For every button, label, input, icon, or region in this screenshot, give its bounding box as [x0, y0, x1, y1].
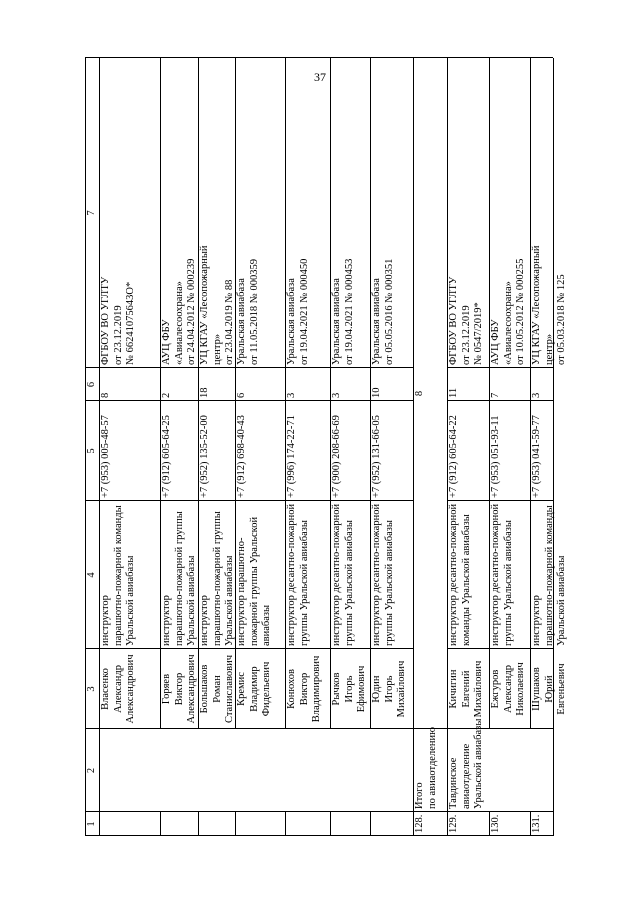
phone-number: +7 (912) 605-64-22 [448, 415, 459, 498]
person-name-line: Виктор [173, 672, 185, 706]
phone-number: +7 (900) 208-66-69 [331, 415, 342, 498]
person-position-line: инструктор десантно-пожарной [371, 503, 382, 646]
col-divider [285, 811, 330, 812]
person-name-line: Александрович [125, 654, 136, 724]
person-name [285, 649, 330, 729]
col-divider [370, 400, 413, 401]
person-name-line: Юрий [543, 675, 555, 703]
header-col-divider [85, 728, 99, 729]
certificate-line: от 23.04.2019 № 88 [224, 279, 235, 365]
region-name-line: Итого [414, 782, 425, 809]
phone-number: +7 (996) 174-22-71 [286, 415, 297, 498]
header-col-divider [85, 400, 99, 401]
row-number [160, 812, 198, 836]
col-divider [370, 728, 413, 729]
person-position [160, 501, 198, 649]
region-name [413, 729, 447, 812]
person-position-line: команды Уральской авиабазы [460, 514, 472, 646]
row-number: 130. [490, 814, 501, 833]
col-divider [447, 367, 489, 368]
person-name-line: Кремис [236, 672, 247, 706]
header-cell-region: 2 [86, 767, 97, 774]
count-value: 11 [448, 387, 459, 398]
count-value: 3 [331, 392, 342, 398]
col-divider [530, 500, 553, 501]
col-divider [198, 367, 235, 368]
col-divider [447, 400, 489, 401]
certificate-line: УЦ КГАУ «Лесопожарный [199, 245, 210, 365]
certificate [447, 58, 489, 368]
header-cell-phone: 5 [86, 448, 97, 454]
certificate [285, 58, 330, 368]
person-position-line: авиабазы [261, 604, 272, 646]
certificate-line: от 11.05.2018 № 000359 [248, 259, 260, 365]
header-col-divider [85, 367, 99, 368]
certificate-line: от 23.12.2019 [460, 305, 472, 365]
person-position-line: инструктор парашютно- [236, 537, 247, 646]
certificate [99, 58, 160, 368]
col-divider [330, 367, 370, 368]
person-position-line: группы Уральской авиабазы [343, 520, 355, 646]
person-name [235, 649, 285, 729]
certificate-line: от 19.04.2021 № 000453 [343, 258, 355, 365]
row-number [99, 812, 160, 836]
col-divider [370, 500, 413, 501]
count-value: 10 [371, 387, 382, 398]
certificate-line: от 24.04.2012 № 000239 [186, 258, 197, 365]
col-divider [530, 728, 553, 729]
col-divider [99, 500, 160, 501]
certificate-line: центр» [211, 333, 223, 365]
person-name-line: Рычков [331, 672, 342, 706]
col-divider [330, 648, 370, 649]
col-divider [99, 728, 160, 729]
person-name-line: Конюхов [286, 669, 297, 709]
person-name-line: Юдин [371, 675, 382, 703]
col-divider [235, 400, 285, 401]
col-divider [285, 367, 330, 368]
person-name-line: Евгеньевич [556, 663, 567, 715]
col-divider [235, 367, 285, 368]
region-name [447, 718, 489, 812]
person-name [489, 649, 530, 729]
col-divider [160, 400, 198, 401]
person-name [370, 649, 413, 729]
row-number [285, 812, 330, 836]
person-position [285, 501, 330, 649]
phone-number: +7 (912) 605-64-25 [161, 415, 172, 498]
col-divider [370, 648, 413, 649]
col-divider [530, 367, 553, 368]
person-position [530, 501, 567, 649]
person-name [447, 649, 489, 729]
col-divider [447, 648, 489, 649]
phone-number: +7 (953) 051-93-11 [490, 415, 501, 498]
person-name-line: Горяев [161, 673, 172, 705]
total-value: 8 [414, 390, 425, 397]
person-position [99, 501, 160, 649]
col-divider [160, 367, 198, 368]
certificate [370, 58, 413, 368]
person-position-line: инструктор десантно-пожарной [286, 503, 297, 646]
count-value: 18 [199, 387, 210, 398]
phone-number: +7 (912) 698-40-43 [236, 415, 247, 498]
certificate [530, 58, 567, 368]
person-name-line: Станиславович [224, 654, 235, 724]
person-name-line: Михайлович [473, 660, 484, 718]
certificate-line: АУЦ ФБУ [490, 319, 501, 365]
person-position-line: Уральской авиабазы [224, 555, 235, 646]
person-position-line: парашютно-пожарной группы [211, 511, 223, 646]
col-divider [198, 500, 235, 501]
header-cell-count: 6 [86, 381, 97, 388]
person-position [198, 501, 235, 649]
certificate-line: № 0547/2019* [473, 302, 484, 365]
certificate [198, 58, 235, 368]
person-position [489, 501, 530, 649]
row-number [235, 812, 285, 836]
person-position-line: Уральской авиабазы [186, 555, 197, 646]
col-divider [330, 400, 370, 401]
certificate [489, 58, 530, 368]
certificate-line: Уральская авиабаза [371, 278, 382, 365]
person-name-line: Владимирович [311, 655, 322, 723]
col-divider [198, 400, 235, 401]
row-number [198, 812, 235, 836]
person-position-line: инструктор десантно-пожарной [490, 503, 501, 646]
col-divider [99, 648, 160, 649]
col-divider [198, 728, 235, 729]
certificate-line: «Авиалесоохрана» [173, 281, 185, 365]
region-name-line: Тавдинское [448, 757, 459, 809]
certificate-line: от 23.12.2019 [112, 305, 124, 365]
region-name-line: Уральской авиабазы [473, 718, 484, 809]
phone-number: +7 (952) 135-52-00 [199, 415, 210, 498]
person-name-line: Роман [211, 675, 223, 703]
col-divider [489, 811, 530, 812]
count-value: 3 [531, 392, 542, 398]
count-value: 8 [100, 392, 111, 398]
row-number: 131. [531, 814, 542, 833]
col-divider [370, 367, 413, 368]
count-value: 7 [490, 392, 501, 398]
col-divider [447, 811, 489, 812]
person-name-line: Михайлович [396, 660, 407, 718]
header-cell-no: 1 [86, 821, 97, 827]
header-cell-position: 4 [86, 572, 97, 578]
person-position-line: парашютно-пожарной группы [173, 511, 185, 646]
certificate-line: от 19.04.2021 № 000450 [298, 258, 310, 365]
certificate-line: Уральская авиабаза [286, 278, 297, 365]
region-name-line: по авиаотделению [426, 727, 438, 809]
person-position-line: инструктор [100, 595, 111, 646]
col-divider [99, 400, 160, 401]
phone-number: +7 (952) 131-66-05 [371, 415, 382, 498]
col-divider [489, 728, 530, 729]
certificate-line: Уральская авиабаза [331, 278, 342, 365]
person-position-line: группы Уральской авиабазы [502, 520, 514, 646]
row-number: 129. [448, 814, 459, 833]
person-name-line: Александр [502, 665, 514, 713]
person-name [99, 649, 160, 729]
certificate [235, 58, 285, 368]
col-divider [99, 367, 160, 368]
col-divider [330, 811, 370, 812]
person-position [330, 501, 370, 649]
col-divider [285, 728, 330, 729]
col-divider [447, 500, 489, 501]
person-name-line: Евгений [460, 670, 472, 708]
person-name-line: Власенко [100, 668, 111, 710]
person-position-line: Уральской авиабазы [125, 555, 136, 646]
count-value: 3 [286, 392, 297, 398]
phone-number: +7 (953) 041-59-77 [531, 415, 542, 498]
col-divider [489, 400, 530, 401]
header-col-divider [85, 811, 99, 812]
page-number: 37 [314, 70, 326, 84]
col-divider [235, 648, 285, 649]
person-position-line: Уральской авиабазы [556, 555, 567, 646]
row-number [370, 812, 413, 836]
person-name-line: Ефимович [356, 665, 367, 713]
person-name-line: Шушаков [531, 667, 542, 711]
col-divider [530, 648, 553, 649]
certificate-line: от 05.03.2018 № 125 [556, 274, 567, 365]
col-divider [235, 500, 285, 501]
col-divider [330, 728, 370, 729]
col-divider [160, 648, 198, 649]
col-divider [198, 811, 235, 812]
person-position [370, 501, 413, 649]
person-name [160, 649, 198, 729]
person-name-line: Виктор [298, 672, 310, 706]
certificate-line: ФГБОУ ВО УГЛТУ [100, 276, 111, 365]
person-name [530, 649, 567, 729]
person-position-line: инструктор [199, 595, 210, 646]
certificate-line: «Авиалесоохрана» [502, 281, 514, 365]
row-number: 128. [414, 814, 425, 833]
col-divider [530, 400, 553, 401]
certificate-line: центр» [543, 333, 555, 365]
person-name [330, 649, 370, 729]
header-col-divider [85, 648, 99, 649]
person-position-line: парашютно-пожарной команды [112, 505, 124, 646]
certificate [330, 58, 370, 368]
person-position-line: парашютно-пожарной команды [543, 505, 555, 646]
person-name-line: Игорь [383, 675, 395, 703]
phone-number: +7 (953) 005-48-57 [100, 415, 111, 498]
row-number [330, 812, 370, 836]
person-position-line: пожарной группы Уральской [248, 516, 260, 646]
header-cell-cert: 7 [86, 210, 97, 216]
col-divider [489, 367, 530, 368]
col-divider [489, 500, 530, 501]
person-position [447, 501, 489, 649]
person-position-line: группы Уральской авиабазы [383, 520, 395, 646]
certificate-line: от 10.05.2012 № 000255 [515, 258, 526, 365]
person-name-line: Владимир [248, 666, 260, 712]
certificate-line: Уральская авиабаза [236, 278, 247, 365]
header-cell-name: 3 [86, 686, 97, 692]
person-name-line: Кичигин [448, 669, 459, 709]
person-name-line: Ежгуров [490, 669, 501, 709]
col-divider [530, 811, 553, 812]
certificate-line: АУЦ ФБУ [161, 319, 172, 365]
person-name [198, 649, 235, 729]
col-divider [330, 500, 370, 501]
col-divider [285, 648, 330, 649]
personnel-table [85, 58, 567, 836]
col-divider [413, 811, 447, 812]
col-divider [489, 648, 530, 649]
certificate-line: № 66241075643О* [125, 281, 136, 365]
col-divider [285, 400, 330, 401]
person-name-line: Фидельевич [261, 661, 272, 717]
person-name-line: Игорь [343, 675, 355, 703]
person-name-line: Александрович [186, 654, 197, 724]
person-position-line: инструктор десантно-пожарной [448, 503, 459, 646]
count-value: 6 [236, 392, 247, 398]
person-position [235, 501, 285, 649]
col-divider [160, 811, 198, 812]
col-divider [160, 728, 198, 729]
count-value: 2 [161, 392, 172, 398]
col-divider [198, 648, 235, 649]
person-name-line: Большаков [199, 664, 210, 714]
col-divider [285, 500, 330, 501]
header-col-divider [85, 500, 99, 501]
col-divider [99, 811, 160, 812]
region-name-line: авиаотделение [460, 743, 472, 809]
person-position-line: группы Уральской авиабазы [298, 520, 310, 646]
person-name-line: Александр [112, 665, 124, 713]
col-divider [235, 811, 285, 812]
col-divider [160, 500, 198, 501]
certificate-line: ФГБОУ ВО УГЛТУ [448, 276, 459, 365]
certificate [160, 58, 198, 368]
certificate-line: от 05.05.2016 № 000351 [383, 258, 395, 365]
col-divider [370, 811, 413, 812]
col-divider [413, 728, 447, 729]
col-divider [447, 728, 489, 729]
person-position-line: инструктор десантно-пожарной [331, 503, 342, 646]
table-rotated [85, 58, 567, 836]
certificate-line: УЦ КГАУ «Лесопожарный [531, 245, 542, 365]
person-position-line: инструктор [531, 595, 542, 646]
col-divider [235, 728, 285, 729]
person-name-line: Николаевич [515, 662, 526, 716]
person-position-line: инструктор [161, 595, 172, 646]
